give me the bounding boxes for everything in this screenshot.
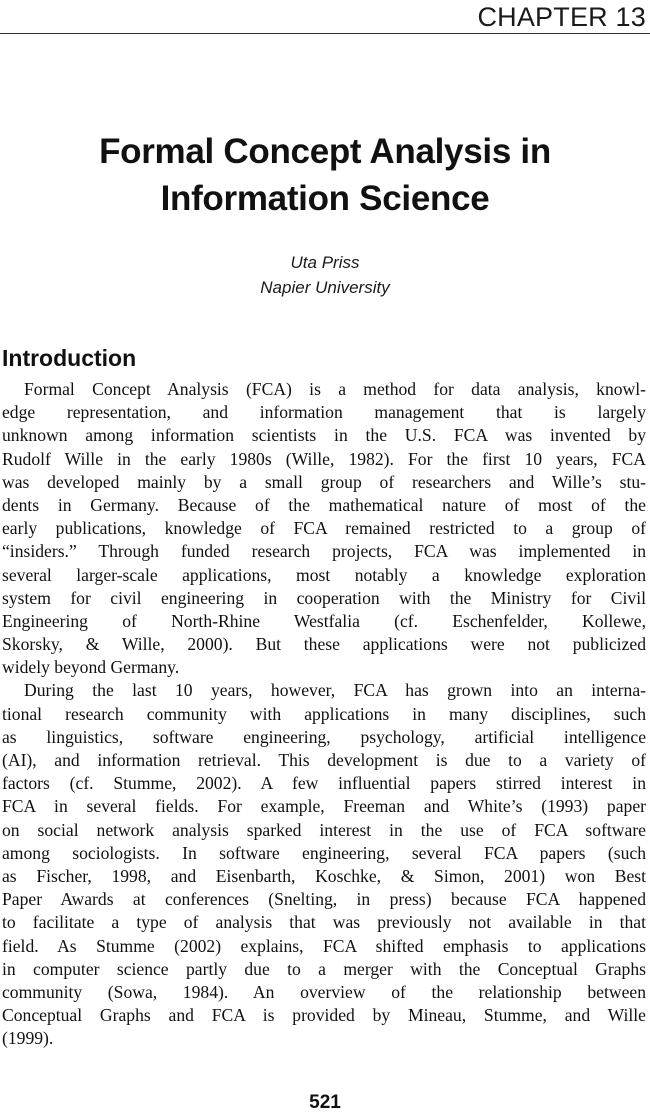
text-line: Conceptual Graphs and FCA is provided by Mineau, Stumme, and Wille [2,1005,646,1026]
text-line: Skorsky, & Wille, 2000). But these applications were not publicized [2,634,646,655]
page-number: 521 [309,1092,341,1113]
author-name: Uta Priss [290,253,360,272]
text-line: in computer science partly due to a merger with the Conceptual Graphs [2,958,646,979]
text-line: (1999). [2,1028,54,1049]
title-line: Information Science [160,179,490,218]
text-line: several larger-scale applications, most notably a knowledge exploration [2,564,646,585]
text-line: Rudolf Wille in the early 1980s (Wille, 1982). For the first 10 years, FCA [2,448,646,469]
text-line: During the last 10 years, however, FCA has grown into an interna- [24,680,646,701]
paragraph [2,679,646,1050]
text-line: to facilitate a type of analysis that was previously not available in that [2,912,646,933]
text-line: unknown among information scientists in the U.S. FCA was invented by [2,425,646,446]
text-line: as Fischer, 1998, and Eisenbarth, Koschke, & Simon, 2001) won Best [2,865,646,886]
text-line: “insiders.” Through funded research projects, FCA was implemented in [2,541,646,562]
text-line: among sociologists. In software engineering, several FCA papers (such [2,842,646,863]
text-line: factors (cf. Stumme, 2002). A few influential papers stirred interest in [2,773,646,794]
text-line: dents in Germany. Because of the mathematical nature of most of the [2,494,646,515]
chapter-rule [0,33,650,34]
text-line: Engineering of North-Rhine Westfalia (cf. Eschenfelder, Kollewe, [2,610,646,631]
text-line: (AI), and information retrieval. This development is due to a variety of [2,750,646,770]
chapter-label: CHAPTER 13 [477,2,646,32]
body-text [2,378,646,1050]
text-line: tional research community with applications in many disciplines, such [2,703,646,724]
text-line: FCA in several fields. For example, Freeman and White’s (1993) paper [2,796,646,817]
chapter-title [0,128,650,222]
text-line: Formal Concept Analysis (FCA) is a method for data analysis, knowl- [24,379,646,399]
text-line: Paper Awards at conferences (Snelting, in press) because FCA happened [2,889,646,910]
text-line: as linguistics, software engineering, psychology, artificial intelligence [2,726,646,747]
title-line: Formal Concept Analysis in [99,132,551,171]
author-affiliation: Napier University [260,278,390,297]
text-line: field. As Stumme (2002) explains, FCA shifted emphasis to applications [2,935,646,956]
author-block [0,250,650,300]
paragraph [2,378,646,679]
section-heading: Introduction [2,345,137,371]
text-line: community (Sowa, 1984). An overview of the relationship between [2,981,646,1002]
text-line: edge representation, and information management that is largely [2,402,646,423]
text-line: system for civil engineering in cooperation with the Ministry for Civil [2,587,646,608]
text-line: widely beyond Germany. [2,657,180,678]
text-line: was developed mainly by a small group of researchers and Wille’s stu- [2,471,646,492]
text-line: early publications, knowledge of FCA remained restricted to a group of [2,518,646,539]
text-line: on social network analysis sparked interest in the use of FCA software [2,819,646,840]
